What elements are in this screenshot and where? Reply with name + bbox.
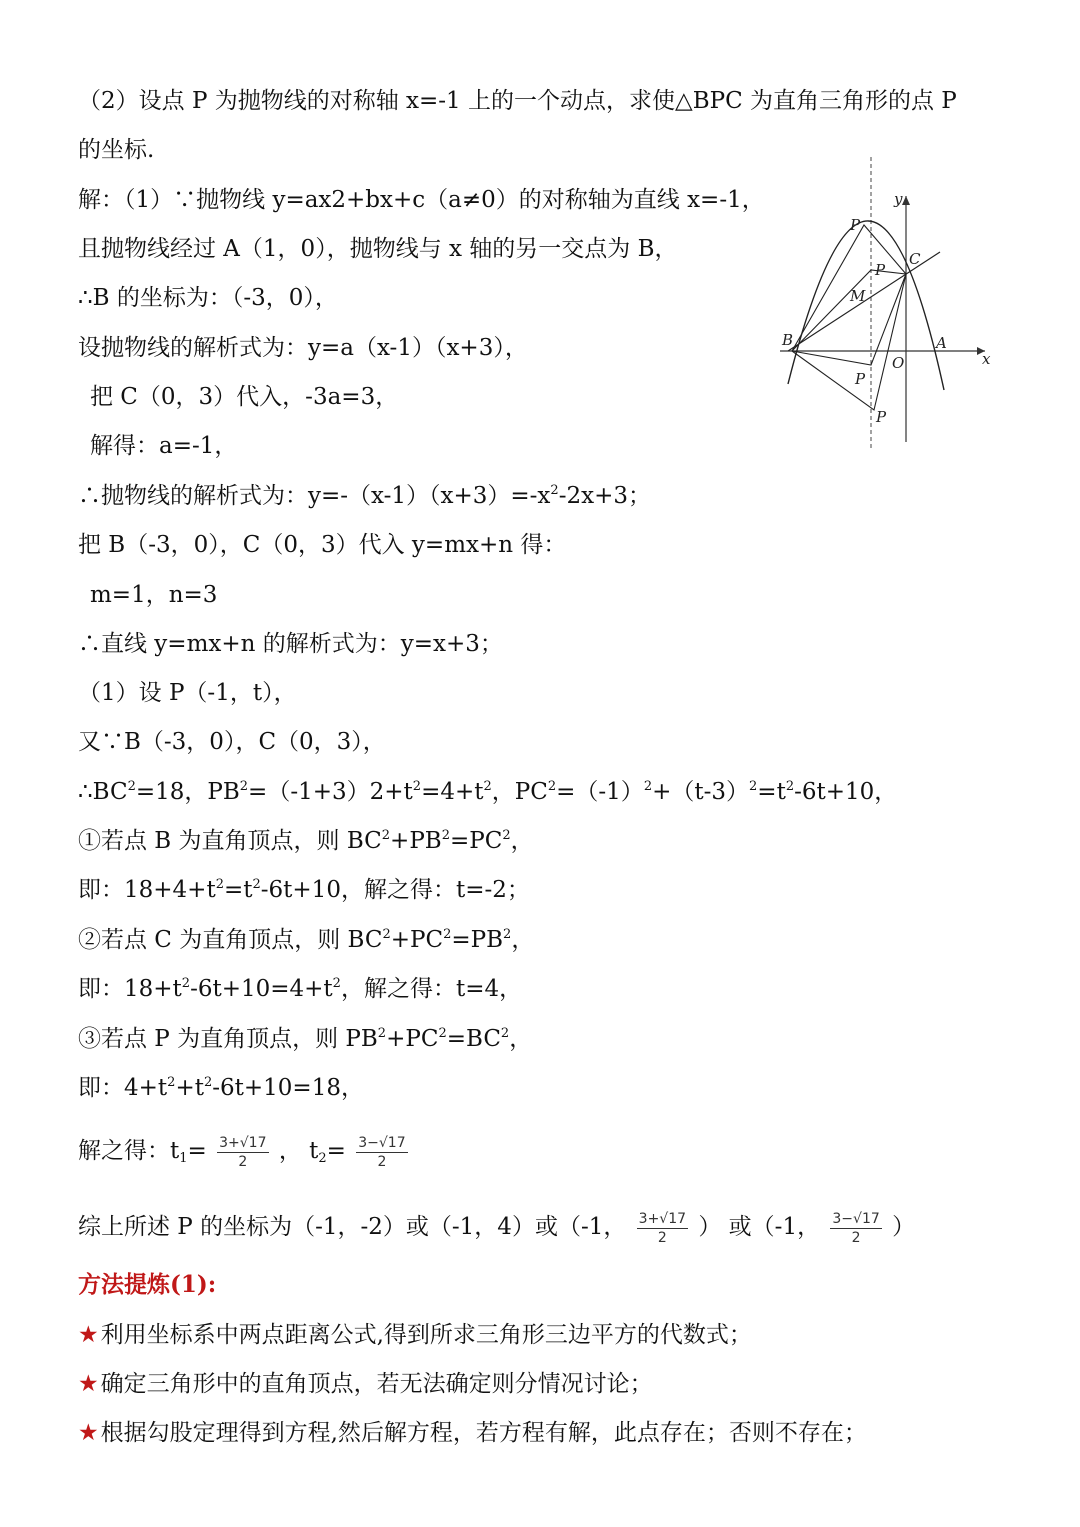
solution-line-10: 把 B（-3，0），C（0，3）代入 y=mx+n 得： — [78, 532, 567, 558]
solution-line-5: ∴B 的坐标为：（-3，0）， — [78, 285, 338, 311]
label-m: M — [850, 287, 866, 305]
label-p-top: P — [850, 216, 861, 234]
solution-line-4: 且抛物线经过 A（1，0），抛物线与 x 轴的另一交点为 B， — [78, 236, 678, 262]
label-x: x — [982, 350, 991, 368]
solution-line-7: 把 C（0，3）代入，-3a=3， — [90, 384, 399, 410]
triangle-bp1c — [792, 225, 906, 351]
star-icon: ★ — [78, 1371, 99, 1397]
case-p-line: ③若点 P 为直角顶点，则 $PB^2+PC^2=BC^2$， — [78, 1026, 533, 1052]
case-p-equation: 即：$4+t^2+t^2-6t+10=18$， — [78, 1075, 364, 1101]
fraction-t2: $\frac{3-√17}{2}$ — [358, 1134, 406, 1170]
label-p-bottom: P — [876, 408, 887, 426]
y-axis-arrow-icon — [902, 196, 910, 205]
solution-line-14: 又∵B（-3，0），C（0，3）， — [78, 729, 386, 755]
star-icon: ★ — [78, 1420, 99, 1446]
fraction-summary-minus: $\frac{3-√17}{2}$ — [832, 1210, 880, 1246]
method-tip-2: ★确定三角形中的直角顶点，若无法确定则分情况讨论； — [78, 1371, 653, 1397]
fraction-summary-plus: $\frac{3+√17}{2}$ — [638, 1210, 687, 1246]
case-b-line: ①若点 B 为直角顶点，则 $BC^2+PB^2=PC^2$， — [78, 828, 534, 854]
label-p-low: P — [855, 370, 866, 388]
solution-line-13: （1）设 P（-1，t）， — [78, 680, 297, 706]
problem-line-2: 的坐标. — [78, 137, 155, 163]
case-b-solution: 即：$18+4+t^2=t^2-6t+10$，解之得：t=-2； — [78, 877, 530, 903]
triangle-bp4c — [792, 274, 906, 410]
solution-line-11: m=1，n=3 — [90, 582, 218, 608]
method-tip-3: ★根据勾股定理得到方程,然后解方程，若方程有解，此点存在；否则不存在； — [78, 1420, 867, 1446]
case-p-solution: 解之得：$t_1=$ $\frac{3+√17}{2}$ ， $t_2=$ $\frac{3-√17}{2}$ — [78, 1134, 406, 1170]
problem-line-1: （2）设点 P 为抛物线的对称轴 x=-1 上的一个动点，求使△BPC 为直角三角形的点 P — [78, 88, 957, 114]
case-c-solution: 即：$18+t^2-6t+10=4+t^2$，解之得：t=4， — [78, 976, 523, 1002]
label-a: A — [936, 334, 947, 352]
method-tip-1: ★利用坐标系中两点距离公式,得到所求三角形三边平方的代数式； — [78, 1322, 752, 1348]
method-title: 方法提炼(1): — [78, 1271, 217, 1298]
label-o: O — [892, 354, 905, 372]
label-y: y — [894, 190, 903, 208]
fraction-t1: $\frac{3+√17}{2}$ — [219, 1134, 267, 1170]
solution-line-12: ∴直线 y=mx+n 的解析式为：y=x+3； — [78, 631, 503, 657]
case-c-line: ②若点 C 为直角顶点，则 $BC^2+PC^2=PB^2$， — [78, 927, 535, 953]
solution-line-8: 解得：a=-1， — [90, 433, 238, 459]
parabola-figure — [770, 152, 1000, 452]
solution-line-6: 设抛物线的解析式为：y=a（x-1）（x+3）， — [78, 335, 528, 361]
solution-line-15: $\therefore BC^2=18$，$PB^2=(-1+3)2+t^2=4+t^2$，$PC^2=(-1)^2+(t-3)^2=t^2-6t+10$， — [78, 779, 898, 805]
solution-line-9: ∴抛物线的解析式为：$y=-(x-1)(x+3)=-x^2-2x+3$； — [78, 483, 651, 509]
label-p-mid: P — [875, 261, 886, 279]
solution-line-3: 解：（1）∵抛物线 y=ax2+bx+c（a≠0）的对称轴为直线 x=-1， — [78, 187, 765, 213]
label-b: B — [782, 331, 794, 349]
label-c: C — [909, 250, 921, 268]
summary-line: 综上所述 P 的坐标为（-1，-2）或（-1，4）或（-1， $\frac{3+√17}{2}$ ） 或（-1， $\frac{3-√17}{2}$ ） — [78, 1210, 916, 1246]
star-icon: ★ — [78, 1322, 99, 1348]
